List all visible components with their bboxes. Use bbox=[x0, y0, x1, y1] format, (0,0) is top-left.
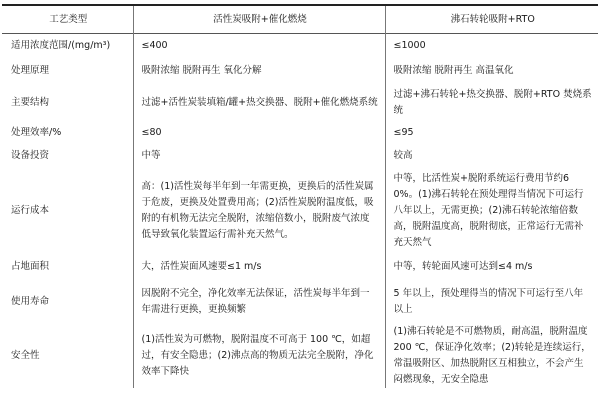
cell-zeolite-rotor: ≤95 bbox=[393, 127, 414, 138]
cell-activated-carbon: ≤80 bbox=[133, 122, 385, 144]
table-row bbox=[2, 144, 598, 168]
table-row bbox=[2, 168, 598, 254]
row-label: 设备投资 bbox=[11, 150, 50, 161]
cell-activated-carbon: 吸附浓缩 脱附再生 氧化分解 bbox=[133, 58, 385, 84]
header-process-type: 工艺类型 bbox=[49, 13, 88, 25]
cell-zeolite-rotor: 过滤+沸石转轮+热交换器、脱附+RTO 焚烧系统 bbox=[393, 89, 592, 116]
table-row bbox=[2, 84, 598, 122]
cell-zeolite-rotor: 中等，比活性炭+脱附系统运行费用节约60%。(1)沸石转轮在预处理得当情况下可运行八年以上，无需更换；(2)沸石转轮浓缩倍数高，脱附温度高，脱附彻底，正常运行无需补充天然气 bbox=[393, 173, 584, 248]
cell-zeolite-rotor: (1)沸石转轮是不可燃物质，耐高温，脱附温度 200 ℃，保证净化效率；(2)转轮是连续运行，常温吸附区、加热脱附区互相独立，不会产生闷燃现象，无安全隐患 bbox=[393, 326, 591, 385]
cell-activated-carbon: (1)活性炭为可燃物，脱附温度不可高于 100 ℃，如超过，有安全隐患；(2)沸点高的物质无法完全脱附，净化效率下降快 bbox=[133, 324, 385, 388]
cell-zeolite-rotor: 5 年以上，预处理得当的情况下可运行至八年以上 bbox=[393, 288, 584, 315]
header-zeolite-rotor: 沸石转轮吸附+RTO bbox=[450, 13, 535, 25]
cell-zeolite-rotor: ≤1000 bbox=[393, 40, 426, 51]
cell-activated-carbon: ≤400 bbox=[133, 34, 385, 59]
cell-zeolite-rotor: 中等，转轮面风速可达到≤4 m/s bbox=[393, 261, 533, 272]
process-comparison-table bbox=[2, 4, 598, 388]
row-label: 主要结构 bbox=[11, 97, 50, 108]
row-label: 处理原理 bbox=[11, 65, 50, 76]
row-label: 使用寿命 bbox=[11, 296, 50, 307]
cell-activated-carbon: 过滤+活性炭装填箱/罐+热交换器、脱附+催化燃烧系统 bbox=[133, 84, 385, 122]
row-label: 处理效率/% bbox=[11, 127, 62, 138]
table-row bbox=[2, 34, 598, 59]
table-header-row bbox=[2, 5, 598, 34]
table-row bbox=[2, 324, 598, 388]
cell-activated-carbon: 大，活性炭面风速要≤1 m/s bbox=[133, 254, 385, 280]
row-label: 适用浓度范围/(mg/m³) bbox=[11, 40, 111, 51]
cell-activated-carbon: 因脱附不完全，净化效率无法保证，活性炭每半年到一年需进行更换，更换频繁 bbox=[133, 280, 385, 324]
header-activated-carbon: 活性炭吸附+催化燃烧 bbox=[133, 5, 385, 34]
row-label: 占地面积 bbox=[11, 261, 50, 272]
row-label: 安全性 bbox=[11, 350, 40, 361]
table-row bbox=[2, 58, 598, 84]
cell-activated-carbon: 高：(1)活性炭每半年到一年需更换，更换后的活性炭属于危废，更换及处置费用高；(2)活性炭脱附温度低，吸附的有机物无法完全脱附，浓缩倍数小，脱附废气浓度低导致氧化装置运行需补充天然气。 bbox=[133, 168, 385, 254]
cell-zeolite-rotor: 较高 bbox=[393, 150, 413, 161]
table-row bbox=[2, 254, 598, 280]
table-row bbox=[2, 280, 598, 324]
cell-zeolite-rotor: 吸附浓缩 脱附再生 高温氧化 bbox=[393, 65, 514, 76]
cell-activated-carbon: 中等 bbox=[133, 144, 385, 168]
row-label: 运行成本 bbox=[11, 205, 50, 216]
table-row bbox=[2, 122, 598, 144]
